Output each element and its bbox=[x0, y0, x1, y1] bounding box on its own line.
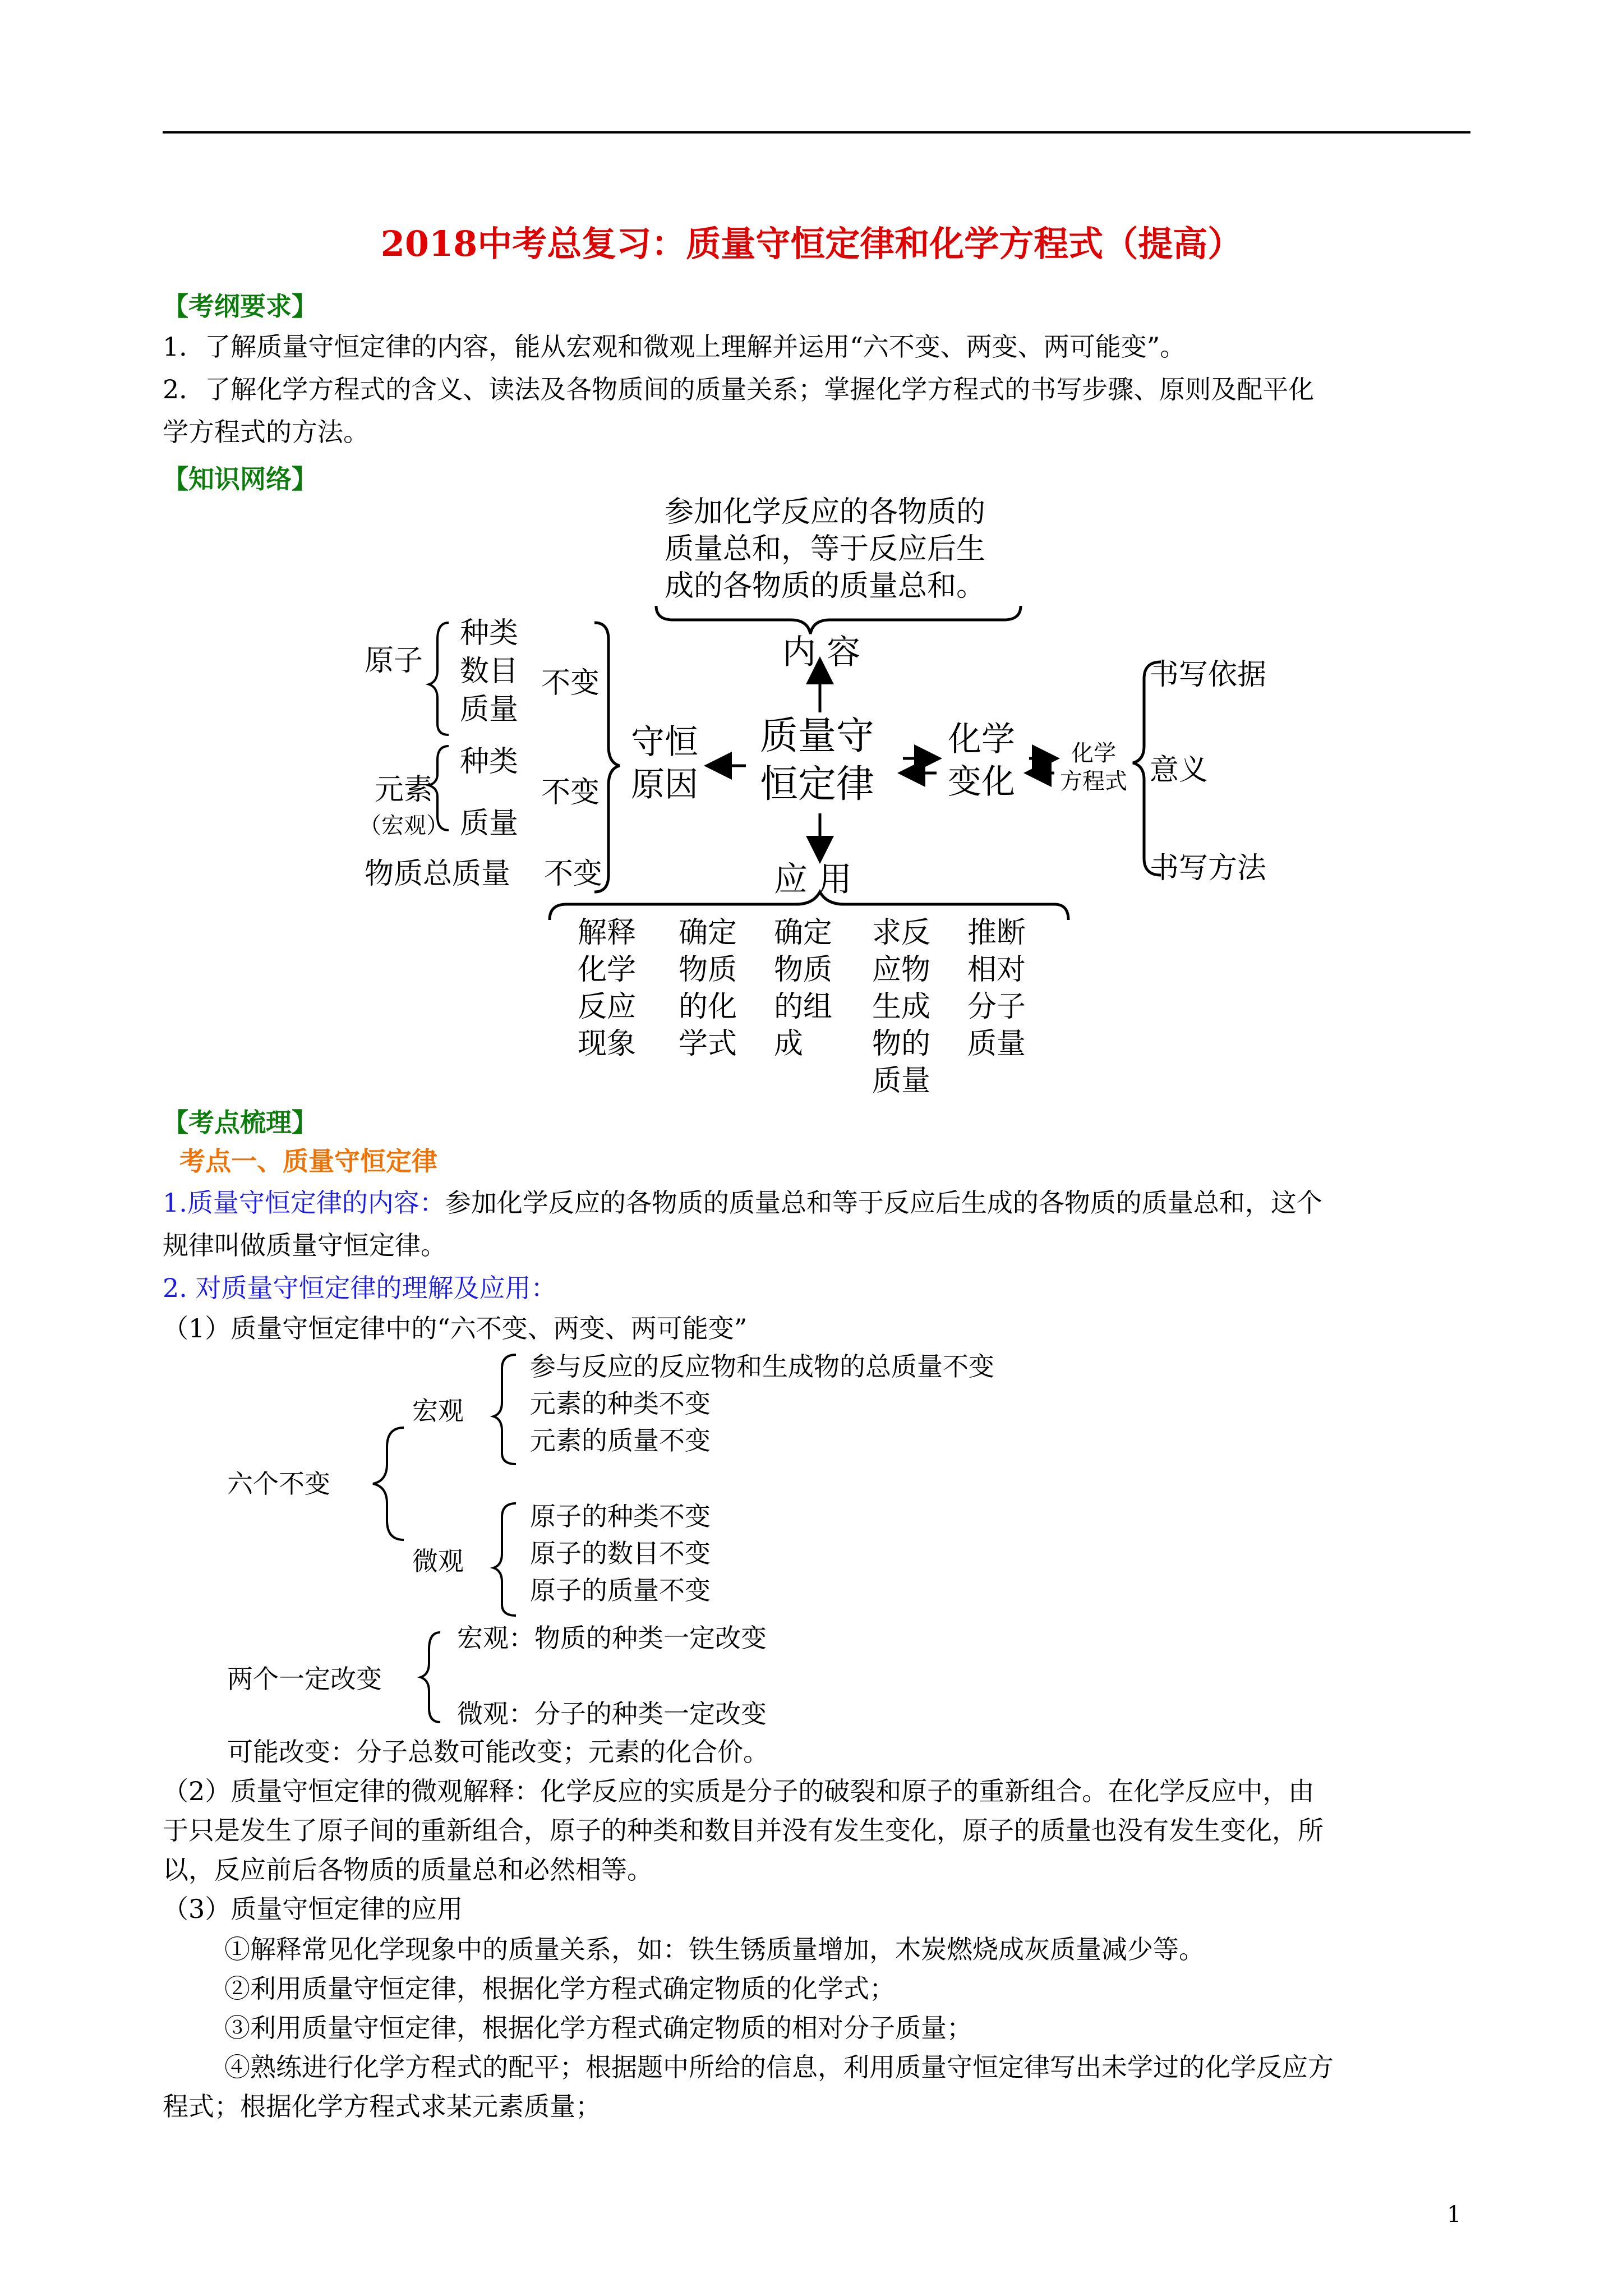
micro-item: 原子的数目不变 bbox=[530, 1538, 711, 1568]
page-title: 2018中考总复习：质量守恒定律和化学方程式（提高） bbox=[380, 223, 1243, 264]
element-item-type: 种类 bbox=[460, 745, 519, 779]
apply-col-5 bbox=[967, 914, 1026, 1062]
two-change-micro: 微观：分子的种类一定改变 bbox=[457, 1699, 767, 1729]
change-line: 化学 bbox=[948, 720, 1015, 759]
diagram-content-label: 内 容 bbox=[782, 633, 861, 672]
micro-label: 微观 bbox=[412, 1546, 464, 1576]
atom-item: 种类 bbox=[460, 616, 519, 650]
element-unchanged: 不变 bbox=[541, 776, 600, 809]
requirement-1: 1．了解质量守恒定律的内容，能从宏观和微观上理解并运用“六不变、两变、两可能变”。 bbox=[163, 332, 1186, 362]
sub1-heading: （1）质量守恒定律中的“六不变、两变、两可能变” bbox=[163, 1313, 748, 1343]
apply-cell: 成 bbox=[774, 1027, 804, 1061]
section-points-heading: 【考点梳理】 bbox=[163, 1107, 317, 1138]
sub2-line-1: （2）质量守恒定律的微观解释：化学反应的实质是分子的破裂和原子的重新组合。在化学反应中，由 bbox=[163, 1776, 1315, 1806]
apply-cell: 确定 bbox=[679, 916, 737, 950]
section-outline-heading: 【考纲要求】 bbox=[163, 291, 317, 321]
equation-line: 方程式 bbox=[1060, 769, 1127, 794]
apply-cell: 物质 bbox=[679, 953, 737, 987]
apply-col-4 bbox=[872, 914, 930, 1099]
app-item-2: ②利用质量守恒定律，根据化学方程式确定物质的化学式； bbox=[224, 1973, 895, 2004]
apply-cell: 的组 bbox=[774, 990, 833, 1024]
apply-cell: 分子 bbox=[967, 990, 1026, 1024]
apply-cell: 学式 bbox=[679, 1027, 737, 1061]
point1-title: 考点一、质量守恒定律 bbox=[179, 1146, 437, 1176]
apply-col-3 bbox=[774, 914, 832, 1062]
point1-text: 参加化学反应的各物质的质量总和等于反应后生成的各物质的质量总和，这个 bbox=[445, 1188, 1322, 1218]
macro-items bbox=[530, 1348, 994, 1459]
sub2-line-2: 于只是发生了原子间的重新组合，原子的种类和数目并没有发生变化，原子的质量也没有发生变化，所 bbox=[163, 1815, 1324, 1846]
diagram-center-law bbox=[760, 712, 874, 809]
apply-cell: 质量 bbox=[872, 1064, 931, 1098]
center-line: 恒定律 bbox=[760, 762, 875, 807]
atom-items bbox=[460, 614, 518, 729]
diagram-top-box bbox=[665, 494, 985, 605]
apply-cell: 解释 bbox=[578, 916, 637, 950]
top-box-line: 成的各物质的质量总和。 bbox=[665, 569, 986, 603]
micro-item: 原子的种类不变 bbox=[530, 1501, 711, 1531]
apply-cell: 的化 bbox=[679, 990, 737, 1024]
atom-item: 质量 bbox=[460, 693, 519, 726]
apply-cell: 物的 bbox=[872, 1027, 931, 1061]
sub3-heading: （3）质量守恒定律的应用 bbox=[163, 1894, 463, 1924]
reason-line: 守恒 bbox=[631, 723, 698, 762]
apply-cell: 求反 bbox=[872, 916, 931, 950]
diagram-element-note: （宏观） bbox=[359, 813, 449, 839]
equation-line: 化学 bbox=[1071, 740, 1116, 766]
apply-cell: 相对 bbox=[967, 953, 1026, 987]
point1-paragraph bbox=[163, 1181, 1322, 1224]
eq-item-basis: 书写依据 bbox=[1150, 658, 1267, 692]
micro-items bbox=[530, 1498, 711, 1609]
atom-unchanged: 不变 bbox=[541, 666, 600, 700]
maybe-change: 可能改变：分子总数可能改变；元素的化合价。 bbox=[227, 1737, 769, 1767]
two-change-macro: 宏观：物质的种类一定改变 bbox=[457, 1623, 767, 1653]
apply-cell: 反应 bbox=[578, 990, 637, 1024]
apply-cell: 确定 bbox=[774, 916, 833, 950]
apply-cell: 推断 bbox=[967, 916, 1026, 950]
sub2-line-3: 以，反应前后各物质的质量总和必然相等。 bbox=[163, 1855, 653, 1885]
diagram-chemical-change bbox=[948, 718, 1015, 803]
two-changes-label: 两个一定改变 bbox=[227, 1664, 382, 1694]
point2-label: 2. 对质量守恒定律的理解及应用： bbox=[163, 1273, 557, 1303]
point1-text-cont: 规律叫做质量守恒定律。 bbox=[163, 1230, 446, 1260]
diagram-total-mass: 物质总质量 bbox=[365, 857, 511, 891]
element-item-mass: 质量 bbox=[460, 807, 519, 840]
requirement-2-cont: 学方程式的方法。 bbox=[163, 417, 369, 447]
diagram-apply-label: 应 用 bbox=[774, 860, 852, 899]
reason-line: 原因 bbox=[631, 765, 698, 804]
page-number: 1 bbox=[1447, 2202, 1461, 2228]
micro-item: 原子的质量不变 bbox=[530, 1575, 711, 1605]
app-item-4: ④熟练进行化学方程式的配平；根据题中所给的信息，利用质量守恒定律写出未学过的化学反应方 bbox=[224, 2052, 1334, 2082]
atom-item: 数目 bbox=[460, 655, 519, 688]
diagram-equation bbox=[1060, 739, 1127, 795]
section-network-heading: 【知识网络】 bbox=[163, 464, 317, 494]
macro-item: 元素的种类不变 bbox=[530, 1388, 711, 1419]
diagram-atom-label: 原子 bbox=[365, 644, 423, 678]
apply-cell: 质量 bbox=[967, 1027, 1026, 1061]
top-box-line: 参加化学反应的各物质的 bbox=[665, 495, 986, 529]
apply-cell: 物质 bbox=[774, 953, 833, 987]
total-mass-unchanged: 不变 bbox=[544, 857, 603, 891]
macro-label: 宏观 bbox=[412, 1396, 464, 1426]
apply-cell: 应物 bbox=[872, 953, 931, 987]
center-line: 质量守 bbox=[760, 714, 875, 758]
change-line: 变化 bbox=[948, 762, 1015, 802]
apply-cell: 现象 bbox=[578, 1027, 637, 1061]
apply-col-1 bbox=[578, 914, 636, 1062]
top-box-line: 质量总和，等于反应后生 bbox=[665, 532, 986, 566]
macro-item: 元素的质量不变 bbox=[530, 1425, 711, 1456]
apply-cell: 生成 bbox=[872, 990, 931, 1024]
eq-item-method: 书写方法 bbox=[1150, 852, 1267, 885]
diagram-reason bbox=[631, 721, 698, 806]
apply-cell: 化学 bbox=[578, 953, 637, 987]
point1-label: 1.质量守恒定律的内容： bbox=[163, 1188, 445, 1218]
macro-item: 参与反应的反应物和生成物的总质量不变 bbox=[530, 1351, 994, 1382]
diagram-element-label: 元素 bbox=[375, 773, 434, 807]
app-item-1: ①解释常见化学现象中的质量关系，如：铁生锈质量增加，木炭燃烧成灰质量减少等。 bbox=[224, 1934, 1205, 1964]
requirement-2: 2．了解化学方程式的含义、读法及各物质间的质量关系；掌握化学方程式的书写步骤、原则及配平化 bbox=[163, 374, 1315, 404]
app-item-3: ③利用质量守恒定律，根据化学方程式确定物质的相对分子质量； bbox=[224, 2013, 972, 2043]
eq-item-meaning: 意义 bbox=[1150, 753, 1209, 787]
app-item-4-cont: 程式；根据化学方程式求某元素质量； bbox=[163, 2091, 601, 2122]
apply-col-2 bbox=[679, 914, 737, 1062]
six-unchanged-label: 六个不变 bbox=[227, 1469, 330, 1499]
